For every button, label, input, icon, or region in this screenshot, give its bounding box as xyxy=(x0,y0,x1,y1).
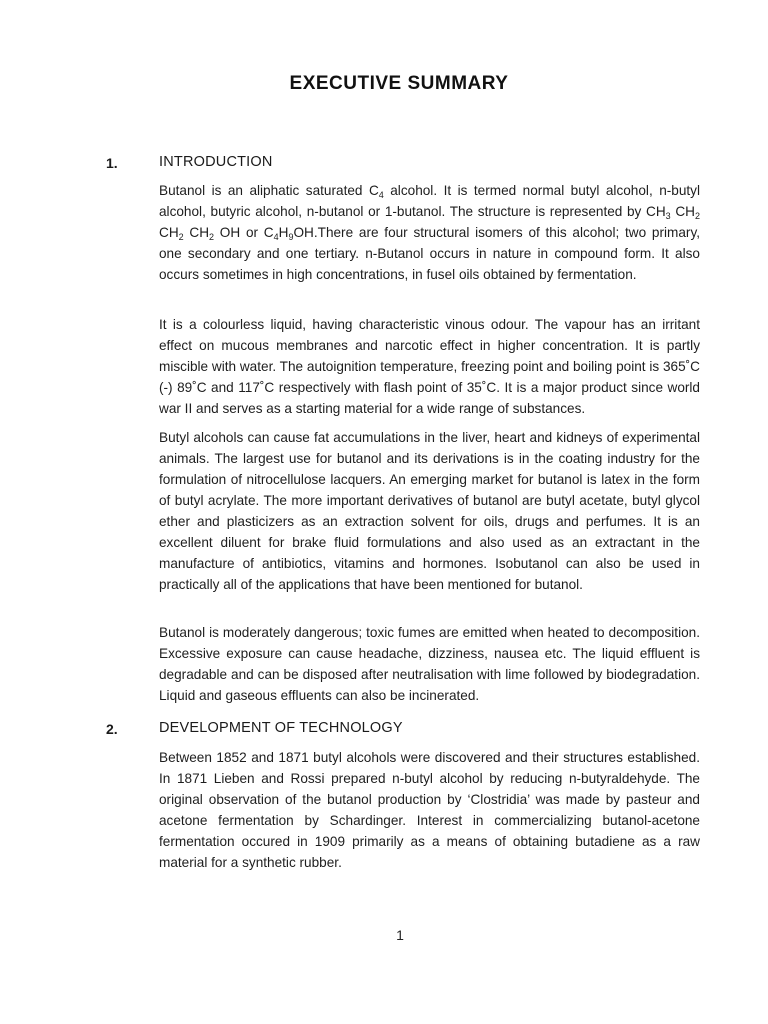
section-2-number: 2. xyxy=(106,721,118,737)
section-1-paragraph-2: It is a colourless liquid, having characteristic vinous odour. The vapour has an irritant effect on mucous membranes and narcotic effect in higher concentration. It is partly miscible with water. The autoignition temperature, freezing point and boiling point is 365˚C (-) 89˚C and 117˚C respectively with flash point of 35˚C. It is a major product since world war II and serves as a starting material for a wide range of substances. xyxy=(159,317,700,416)
section-1-paragraph-4: Butanol is moderately dangerous; toxic fumes are emitted when heated to decomposition. Excessive exposure can cause headache, dizziness, nausea etc. The liquid effluent is degradable and can be disposed after neutralisation with lime followed by biodegradation. Liquid and gaseous effluents can also be incinerated. xyxy=(159,625,700,703)
section-1-paragraph-1: Butanol is an aliphatic saturated $C_4$ alcohol. It is termed normal butyl alcohol, n-butyl alcohol, butyric alcohol, n-butanol or 1-butanol. The structure is represented by $CH_3$ $CH_2$ $CH_2$ $CH_2$ OH or $C_4H_9OH.There$ are four structural isomers of this alcohol; two primary, one secondary and one tertiary. n-Butanol occurs in nature in compound form. It also occurs sometimes in high concentrations, in fusel oils obtained by fermentation. xyxy=(159,183,701,282)
section-1-heading: INTRODUCTION xyxy=(159,154,273,170)
page-title: EXECUTIVE SUMMARY xyxy=(289,73,509,94)
page-number: 1 xyxy=(396,927,404,943)
section-1-paragraph-3: Butyl alcohols can cause fat accumulations in the liver, heart and kidneys of experimental animals. The largest use for butanol and its derivations is in the coating industry for the formulation of nitrocellulose lacquers. An emerging market for butanol is latex in the form of butyl acrylate. The more important derivatives of butanol are butyl acetate, butyl glycol ether and plasticizers as an extraction solvent for oils, drugs and perfumes. It is an excellent diluent for brake fluid formulations and also used as an extractant in the manufacture of antibiotics, vitamins and hormones. Isobutanol can also be used in practically all of the applications that have been mentioned for butanol. xyxy=(159,430,700,592)
section-2-paragraph-1: Between 1852 and 1871 butyl alcohols were discovered and their structures established. In 1871 Lieben and Rossi prepared n-butyl alcohol by reducing n-butyraldehyde. The original observation of the butanol production by ‘Clostridia’ was made by pasteur and acetone fermentation by Schardinger. Interest in commercializing butanol-acetone fermentation occured in 1909 primarily as a means of obtaining butadiene as a raw material for a synthetic rubber. xyxy=(159,750,700,870)
section-2-heading: DEVELOPMENT OF TECHNOLOGY xyxy=(159,720,403,736)
section-1-number: 1. xyxy=(106,155,118,171)
